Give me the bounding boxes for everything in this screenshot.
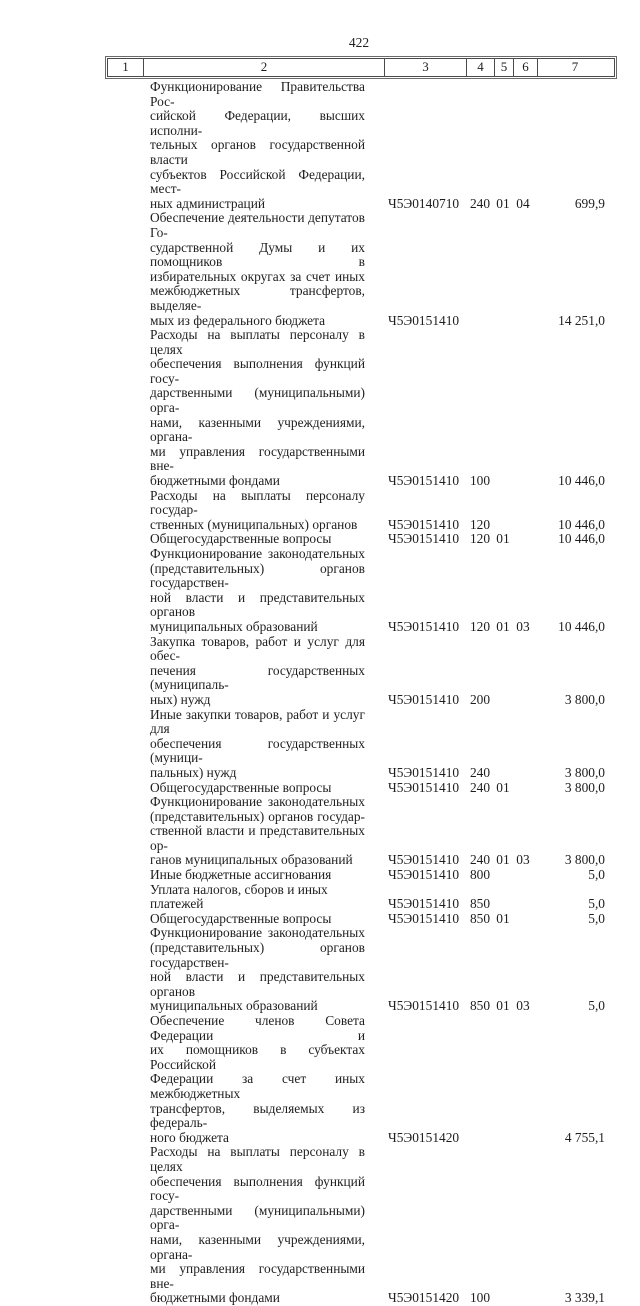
description-line: (представительных) органов государствен-	[150, 560, 365, 591]
table-row	[0, 328, 640, 489]
description-line: ми управления государственными вне-	[150, 443, 365, 474]
row-section: 01	[496, 998, 510, 1014]
column-header-7: 7	[571, 59, 579, 74]
row-description	[150, 883, 365, 912]
row-target-code: Ч5Э0151410	[388, 531, 460, 547]
row-description	[150, 328, 365, 489]
row-amount: 5,0	[588, 867, 605, 883]
row-amount: 4 755,1	[564, 1129, 605, 1145]
row-amount: 3 800,0	[564, 691, 605, 707]
description-line: Закупка товаров, работ и услуг для обес-	[150, 633, 365, 664]
table-row	[0, 489, 640, 533]
description-line: (представительных) органов государ-	[150, 808, 365, 824]
row-amount: 10 446,0	[558, 516, 605, 532]
description-line: (представительных) органов государствен-	[150, 940, 365, 970]
row-section: 01	[496, 779, 510, 795]
row-section: 01	[496, 531, 510, 547]
row-target-code: Ч5Э0151410	[388, 691, 460, 707]
row-subsection: 04	[516, 195, 530, 211]
row-target-code: Ч5Э0151410	[388, 516, 460, 532]
row-subsection: 03	[516, 998, 530, 1014]
row-expense-type: 850	[469, 910, 491, 926]
row-target-code: Ч5Э0151410	[388, 779, 460, 795]
row-amount: 3 800,0	[564, 764, 605, 780]
row-description	[150, 795, 365, 868]
row-target-code: Ч5Э0151420	[388, 1129, 460, 1145]
row-amount: 10 446,0	[558, 618, 605, 634]
description-line: ных) нужд	[150, 691, 211, 707]
row-subsection: 03	[516, 852, 530, 868]
column-header-3: 3	[385, 59, 467, 76]
row-amount: 3 800,0	[564, 779, 605, 795]
row-amount: 5,0	[588, 896, 605, 912]
row-target-code: Ч5Э0151410	[388, 618, 460, 634]
row-description	[150, 912, 365, 927]
table-row	[0, 1014, 640, 1145]
row-expense-type: 240	[469, 852, 491, 868]
description-line: нами, казенными учреждениями, органа-	[150, 1231, 365, 1262]
description-line: муниципальных образований	[150, 998, 318, 1014]
column-header-5: 5	[495, 59, 514, 76]
description-line: Обеспечение деятельности депутатов Го-	[150, 210, 365, 240]
row-expense-type: 120	[469, 516, 491, 532]
row-description	[150, 781, 365, 796]
row-description	[150, 926, 365, 1014]
row-expense-type: 100	[469, 473, 491, 489]
description-line: тельных органов государственной власти	[150, 137, 365, 167]
description-line: бюджетными фондами	[150, 473, 280, 489]
row-description	[150, 708, 365, 781]
row-target-code: Ч5Э0151410	[388, 867, 460, 883]
description-line: трансфертов, выделяемых из федераль-	[150, 1100, 365, 1131]
description-line: ного бюджета	[150, 1129, 229, 1145]
row-target-code: Ч5Э0151410	[388, 998, 460, 1014]
row-target-code: Ч5Э0151410	[388, 312, 460, 328]
row-description	[150, 532, 365, 547]
description-line: ной власти и представительных органов	[150, 589, 365, 620]
row-amount: 3 339,1	[564, 1290, 605, 1306]
table-row	[0, 547, 640, 635]
description-line: избирательных округах за счет иных	[150, 268, 365, 284]
description-line: ганов муниципальных образований	[150, 852, 353, 868]
description-line: Функционирование законодательных	[150, 546, 365, 561]
row-expense-type: 240	[469, 764, 491, 780]
description-line: Функционирование Правительства Рос-	[150, 79, 365, 109]
column-header-6: 6	[514, 59, 538, 76]
description-line: Общегосударственные вопросы	[150, 779, 332, 795]
row-target-code: Ч5Э0140710	[388, 195, 460, 211]
description-line: ми управления государственными вне-	[150, 1261, 365, 1291]
row-description	[150, 489, 365, 533]
row-amount: 10 446,0	[558, 531, 605, 547]
row-amount: 5,0	[588, 998, 605, 1014]
row-expense-type: 200	[469, 691, 491, 707]
row-description	[150, 635, 365, 708]
description-line: Общегосударственные вопросы	[150, 910, 332, 926]
description-line: обеспечения выполнения функций госу-	[150, 356, 365, 386]
description-line: дарственными (муниципальными) орга-	[150, 1202, 365, 1233]
row-section: 01	[496, 852, 510, 868]
column-header-1: 1	[108, 59, 144, 76]
description-line: печения государственных (муниципаль-	[150, 662, 365, 693]
row-description	[150, 1145, 365, 1306]
row-target-code: Ч5Э0151410	[388, 764, 460, 780]
description-line: бюджетными фондами	[150, 1290, 280, 1306]
description-line: сударственной Думы и их помощников в	[150, 239, 365, 270]
description-line: пальных) нужд	[150, 764, 237, 780]
row-expense-type: 850	[469, 896, 491, 912]
row-expense-type: 100	[469, 1290, 491, 1306]
row-expense-type: 240	[469, 195, 491, 211]
row-expense-type: 240	[469, 779, 491, 795]
description-line: Расходы на выплаты персоналу государ-	[150, 487, 365, 518]
row-amount: 14 251,0	[558, 312, 605, 328]
table-row	[0, 926, 640, 1014]
row-expense-type: 120	[469, 618, 491, 634]
row-target-code: Ч5Э0151410	[388, 473, 460, 489]
row-amount: 3 800,0	[564, 852, 605, 868]
description-line: Иные бюджетные ассигнования	[150, 867, 332, 883]
row-subsection: 03	[516, 618, 530, 634]
row-target-code: Ч5Э0151410	[388, 852, 460, 868]
table-row	[0, 912, 640, 927]
description-line: Иные закупки товаров, работ и услуг для	[150, 706, 365, 737]
description-line: Расходы на выплаты персоналу в целях	[150, 327, 365, 357]
table-row	[0, 795, 640, 868]
row-description	[150, 547, 365, 635]
description-line: их помощников в субъектах Российской	[150, 1042, 365, 1072]
table-row	[0, 883, 640, 912]
description-line: дарственными (муниципальными) орга-	[150, 385, 365, 416]
description-line: Уплата налогов, сборов и иных платежей	[150, 881, 328, 912]
row-expense-type: 120	[469, 531, 491, 547]
table-row	[0, 211, 640, 328]
row-section: 01	[496, 195, 510, 211]
row-amount: 699,9	[574, 195, 605, 211]
description-line: обеспечения выполнения функций госу-	[150, 1173, 365, 1204]
table-body	[0, 80, 640, 1306]
description-line: обеспечения государственных (муници-	[150, 735, 365, 766]
description-line: Функционирование законодательных	[150, 794, 365, 810]
description-line: ственных (муниципальных) органов	[150, 516, 358, 532]
description-line: нами, казенными учреждениями, органа-	[150, 414, 365, 445]
column-header-2: 2	[144, 59, 385, 76]
table-header-border	[105, 56, 617, 79]
table-row	[0, 781, 640, 796]
description-line: ной власти и представительных органов	[150, 969, 365, 999]
row-description	[150, 1014, 365, 1145]
row-target-code: Ч5Э0151410	[388, 910, 460, 926]
description-line: субъектов Российской Федерации, мест-	[150, 166, 365, 197]
table-row	[0, 532, 640, 547]
row-description	[150, 211, 365, 328]
description-line: ственной власти и представительных ор-	[150, 823, 365, 853]
row-section: 01	[496, 910, 510, 926]
row-target-code: Ч5Э0151420	[388, 1290, 460, 1306]
description-line: мых из федерального бюджета	[150, 312, 326, 328]
description-line: Федерации за счет иных межбюджетных	[150, 1071, 365, 1101]
row-description	[150, 80, 365, 211]
description-line: Общегосударственные вопросы	[150, 531, 332, 547]
page-number: 422	[348, 35, 370, 50]
description-line: сийской Федерации, высших исполни-	[150, 108, 365, 138]
row-expense-type: 800	[469, 867, 491, 883]
description-line: Расходы на выплаты персоналу в целях	[150, 1144, 365, 1174]
row-target-code: Ч5Э0151410	[388, 896, 460, 912]
description-line: муниципальных образований	[150, 618, 318, 634]
column-header-4: 4	[467, 59, 495, 76]
description-line: Обеспечение членов Совета Федерации и	[150, 1013, 365, 1043]
row-amount: 5,0	[588, 910, 605, 926]
row-expense-type: 850	[469, 998, 491, 1014]
table-row	[0, 868, 640, 883]
table-row	[0, 708, 640, 781]
description-line: Функционирование законодательных	[150, 925, 365, 941]
description-line: межбюджетных трансфертов, выделяе-	[150, 283, 365, 313]
row-section: 01	[496, 618, 510, 634]
description-line: ных администраций	[150, 195, 266, 211]
table-row	[0, 1145, 640, 1306]
table-row	[0, 635, 640, 708]
table-header-row	[107, 58, 615, 77]
row-description	[150, 868, 365, 883]
row-amount: 10 446,0	[558, 473, 605, 489]
table-row	[0, 80, 640, 211]
